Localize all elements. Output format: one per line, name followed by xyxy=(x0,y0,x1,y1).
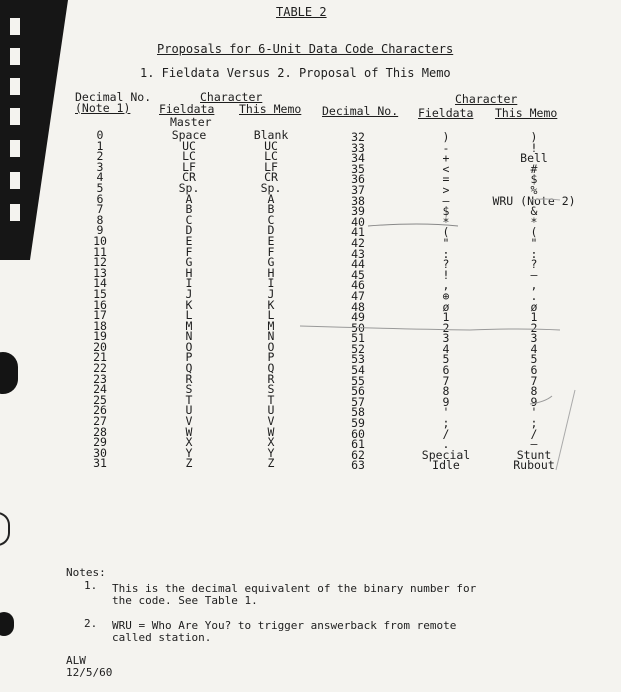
table-cell-this-memo: ; xyxy=(530,416,538,431)
table-cell-decimal: 11 xyxy=(93,244,107,259)
table-cell-this-memo: Y xyxy=(267,445,275,460)
table-cell-decimal: 4 xyxy=(96,170,104,185)
master-label: Master xyxy=(170,115,212,129)
table-cell-decimal: 16 xyxy=(93,297,107,312)
table-cell-decimal: 13 xyxy=(93,265,107,280)
table-cell-fieldata: Sp. xyxy=(178,180,200,195)
table-cell-decimal: 51 xyxy=(351,331,365,346)
table-cell-this-memo: C xyxy=(267,212,275,227)
table-cell-decimal: 21 xyxy=(93,350,107,365)
table-cell-this-memo: A xyxy=(267,191,275,206)
table-cell-fieldata: ( xyxy=(442,225,450,240)
table-cell-fieldata: I xyxy=(185,276,193,291)
table-cell-this-memo: / xyxy=(530,426,538,441)
table-title: TABLE 2 xyxy=(276,5,327,19)
table-cell-fieldata: 4 xyxy=(442,341,450,356)
table-cell-fieldata: ; xyxy=(442,416,450,431)
table-cell-this-memo: , xyxy=(530,278,538,293)
table-cell-this-memo: B xyxy=(267,202,275,217)
table-cell-fieldata: O xyxy=(185,339,193,354)
table-cell-this-memo: H xyxy=(267,265,275,280)
table-cell-this-memo: # xyxy=(530,161,538,176)
table-cell-decimal: 2 xyxy=(96,149,104,164)
table-cell-decimal: 43 xyxy=(351,246,365,261)
table-cell-decimal: 55 xyxy=(351,373,365,388)
table-cell-decimal: 25 xyxy=(93,392,107,407)
table-cell-fieldata: B xyxy=(185,202,193,217)
table-cell-fieldata: LF xyxy=(182,159,196,174)
table-cell-decimal: 1 xyxy=(96,138,104,153)
table-cell-this-memo: — xyxy=(530,437,538,452)
table-cell-this-memo: G xyxy=(267,255,275,270)
table-cell-fieldata: ) xyxy=(442,130,450,144)
table-cell-decimal: 28 xyxy=(93,424,107,439)
table-cell-fieldata: . xyxy=(442,437,450,452)
table-cell-this-memo: L xyxy=(267,308,275,323)
header-note1-left: (Note 1) xyxy=(75,101,131,115)
table-cell-decimal: 36 xyxy=(351,172,365,187)
header-fieldata-left: Fieldata xyxy=(159,102,215,116)
table-cell-decimal: 48 xyxy=(351,299,365,314)
table-cell-fieldata: / xyxy=(442,426,450,441)
table-cell-this-memo: M xyxy=(267,318,275,333)
table-cell-decimal: 45 xyxy=(351,267,365,282)
table-cell-this-memo: Blank xyxy=(253,128,289,142)
table-cell-fieldata: P xyxy=(185,350,193,365)
table-cell-fieldata: — xyxy=(442,193,450,208)
comparison-line: 1. Fieldata Versus 2. Proposal of This Memo xyxy=(140,66,451,80)
table-cell-this-memo: 3 xyxy=(530,331,538,346)
table-cell-this-memo: O xyxy=(267,339,275,354)
table-cell-this-memo: I xyxy=(267,276,275,291)
table-cell-this-memo: V xyxy=(267,414,275,429)
table-cell-decimal: 9 xyxy=(96,223,104,238)
header-fieldata-right: Fieldata xyxy=(418,106,474,120)
table-cell-fieldata: 8 xyxy=(442,384,450,399)
table-cell-fieldata: ? xyxy=(442,257,450,272)
table-cell-fieldata: < xyxy=(442,161,450,176)
table-cell-decimal: 30 xyxy=(93,445,107,460)
table-cell-fieldata: * xyxy=(442,214,450,229)
table-cell-decimal: 47 xyxy=(351,288,365,303)
table-cell-decimal: 60 xyxy=(351,426,365,441)
table-cell-decimal: 38 xyxy=(351,193,365,208)
table-cell-decimal: 19 xyxy=(93,329,107,344)
table-cell-decimal: 39 xyxy=(351,204,365,219)
header-character-right: Character xyxy=(455,92,518,106)
header-decimal-left: Decimal No. xyxy=(75,90,152,104)
table-cell-decimal: 22 xyxy=(93,361,107,376)
table-cell-this-memo: ) xyxy=(530,130,538,144)
table-cell-this-memo: : xyxy=(530,246,538,261)
table-cell-fieldata: Space xyxy=(171,128,207,142)
table-cell-decimal: 14 xyxy=(93,276,107,291)
table-cell-this-memo: D xyxy=(267,223,275,238)
table-cell-decimal: 27 xyxy=(93,414,107,429)
table-cell-decimal: 8 xyxy=(96,212,104,227)
notes-heading: Notes: xyxy=(66,566,106,579)
table-cell-this-memo: J xyxy=(267,286,275,301)
table-cell-this-memo: T xyxy=(267,392,275,407)
table-cell-this-memo: ø xyxy=(530,299,538,314)
table-cell-decimal: 42 xyxy=(351,235,365,250)
table-cell-this-memo: E xyxy=(267,233,275,248)
table-cell-fieldata: W xyxy=(185,424,193,439)
table-cell-decimal: 54 xyxy=(351,363,365,378)
table-cell-this-memo: S xyxy=(267,382,275,397)
table-cell-this-memo: 5 xyxy=(530,352,538,367)
table-cell-decimal: 18 xyxy=(93,318,107,333)
table-cell-this-memo: * xyxy=(530,214,538,229)
table-cell-decimal: 57 xyxy=(351,394,365,409)
table-cell-fieldata: Z xyxy=(185,456,193,471)
table-subtitle: Proposals for 6-Unit Data Code Characters xyxy=(157,42,454,56)
table-cell-fieldata: 2 xyxy=(442,320,450,335)
header-this-memo-right: This Memo xyxy=(495,106,558,120)
memo-date: 12/5/60 xyxy=(66,666,113,679)
table-cell-fieldata: = xyxy=(442,172,450,187)
table-cell-fieldata: 1 xyxy=(442,310,450,325)
header-this-memo-left: This Memo xyxy=(239,102,302,116)
table-cell-decimal: 12 xyxy=(93,255,107,270)
table-cell-this-memo: P xyxy=(267,350,275,365)
table-cell-decimal: 31 xyxy=(93,456,107,471)
table-cell-fieldata: ø xyxy=(442,299,450,314)
table-cell-decimal: 46 xyxy=(351,278,365,293)
table-cell-this-memo: ' xyxy=(530,405,538,420)
table-cell-fieldata: N xyxy=(185,329,193,344)
table-cell-fieldata: X xyxy=(185,435,193,450)
table-cell-fieldata: ' xyxy=(442,405,450,420)
table-cell-this-memo: ? xyxy=(530,257,538,272)
table-cell-decimal: 40 xyxy=(351,214,365,229)
note2-line1: WRU = Who Are You? to trigger answerback from remote xyxy=(112,619,457,632)
table-cell-decimal: 7 xyxy=(96,202,104,217)
table-cell-fieldata: Q xyxy=(185,361,193,376)
table-cell-decimal: 56 xyxy=(351,384,365,399)
table-cell-decimal: 62 xyxy=(351,447,365,462)
table-cell-fieldata: 3 xyxy=(442,331,450,346)
table-cell-decimal: 33 xyxy=(351,140,365,155)
table-cell-this-memo: Z xyxy=(267,456,275,471)
table-cell-this-memo: " xyxy=(530,235,538,250)
table-cell-fieldata: 5 xyxy=(442,352,450,367)
table-cell-fieldata: Y xyxy=(185,445,193,460)
table-cell-fieldata: ⊕ xyxy=(442,288,450,303)
table-cell-this-memo: 2 xyxy=(530,320,538,335)
table-cell-this-memo: LF xyxy=(264,159,278,174)
table-cell-this-memo: 1 xyxy=(530,310,538,325)
table-cell-this-memo: 4 xyxy=(530,341,538,356)
table-cell-fieldata: S xyxy=(185,382,193,397)
table-cell-decimal: 24 xyxy=(93,382,107,397)
table-cell-fieldata: > xyxy=(442,182,450,197)
table-cell-fieldata: 6 xyxy=(442,363,450,378)
table-cell-this-memo: N xyxy=(267,329,275,344)
table-cell-fieldata: + xyxy=(442,151,450,166)
table-cell-decimal: 5 xyxy=(96,180,104,195)
table-cell-decimal: 34 xyxy=(351,151,365,166)
table-cell-fieldata: CR xyxy=(182,170,196,185)
table-cell-this-memo: Q xyxy=(267,361,275,376)
table-cell-decimal: 26 xyxy=(93,403,107,418)
table-cell-fieldata: ! xyxy=(442,267,450,282)
table-cell-decimal: 50 xyxy=(351,320,365,335)
table-cell-decimal: 29 xyxy=(93,435,107,450)
table-cell-fieldata: M xyxy=(185,318,193,333)
table-cell-this-memo: Sp. xyxy=(260,180,282,195)
table-cell-this-memo: UC xyxy=(264,138,278,153)
note1-line1: This is the decimal equivalent of the binary number for xyxy=(112,582,477,595)
table-cell-this-memo: % xyxy=(530,182,538,197)
table-cell-fieldata: T xyxy=(185,392,193,407)
table-cell-this-memo: $ xyxy=(530,172,538,187)
table-cell-decimal: 44 xyxy=(351,257,365,272)
table-cell-this-memo: . xyxy=(530,288,538,303)
note1-line2: the code. See Table 1. xyxy=(112,594,258,607)
note2-number: 2. xyxy=(84,617,98,630)
table-cell-decimal: 3 xyxy=(96,159,104,174)
table-cell-fieldata: $ xyxy=(442,204,450,219)
table-cell-this-memo: & xyxy=(530,204,538,219)
table-cell-this-memo: 7 xyxy=(530,373,538,388)
table-cell-this-memo: Bell xyxy=(520,151,548,166)
table-cell-decimal: 53 xyxy=(351,352,365,367)
header-character-left: Character xyxy=(200,90,263,104)
table-cell-fieldata: Special xyxy=(421,447,471,462)
table-cell-this-memo: 6 xyxy=(530,363,538,378)
table-cell-decimal: 0 xyxy=(96,128,104,142)
table-cell-fieldata: E xyxy=(185,233,193,248)
table-cell-fieldata: K xyxy=(185,297,193,312)
table-cell-fieldata: V xyxy=(185,414,193,429)
table-cell-this-memo: Rubout xyxy=(513,458,555,473)
table-cell-fieldata: D xyxy=(185,223,193,238)
table-cell-decimal: 23 xyxy=(93,371,107,386)
note1-number: 1. xyxy=(84,579,98,592)
table-cell-fieldata: A xyxy=(185,191,193,206)
table-cell-decimal: 32 xyxy=(351,130,365,144)
table-cell-fieldata: " xyxy=(442,235,450,250)
table-cell-decimal: 6 xyxy=(96,191,104,206)
table-cell-decimal: 52 xyxy=(351,341,365,356)
table-cell-this-memo: R xyxy=(267,371,275,386)
table-cell-decimal: 63 xyxy=(351,458,365,473)
table-cell-fieldata: L xyxy=(185,308,193,323)
table-cell-this-memo: Stunt xyxy=(516,447,552,462)
table-cell-fieldata: LC xyxy=(182,149,196,164)
table-cell-fieldata: , xyxy=(442,278,450,293)
table-cell-this-memo: ! xyxy=(530,140,538,155)
table-cell-this-memo: W xyxy=(267,424,275,439)
table-cell-fieldata: Idle xyxy=(432,458,460,473)
table-cell-fieldata: 9 xyxy=(442,394,450,409)
table-cell-this-memo: WRU (Note 2) xyxy=(492,193,576,208)
table-cell-fieldata: J xyxy=(185,286,193,301)
note2-line2: called station. xyxy=(112,631,212,644)
table-cell-this-memo: X xyxy=(267,435,275,450)
table-cell-decimal: 58 xyxy=(351,405,365,420)
header-decimal-right: Decimal No. xyxy=(322,104,399,118)
table-cell-fieldata: R xyxy=(185,371,193,386)
table-cell-decimal: 41 xyxy=(351,225,365,240)
author-initials: ALW xyxy=(66,654,86,667)
table-cell-this-memo: 8 xyxy=(530,384,538,399)
table-cell-decimal: 59 xyxy=(351,416,365,431)
table-cell-fieldata: H xyxy=(185,265,193,280)
table-cell-decimal: 15 xyxy=(93,286,107,301)
table-cell-this-memo: F xyxy=(267,244,275,259)
table-cell-fieldata: G xyxy=(185,255,193,270)
table-cell-this-memo: U xyxy=(267,403,275,418)
table-cell-decimal: 10 xyxy=(93,233,107,248)
table-cell-decimal: 17 xyxy=(93,308,107,323)
table-cell-decimal: 37 xyxy=(351,182,365,197)
table-cell-this-memo: K xyxy=(267,297,275,312)
table-cell-fieldata: C xyxy=(185,212,193,227)
table-cell-this-memo: CR xyxy=(264,170,278,185)
table-cell-decimal: 35 xyxy=(351,161,365,176)
table-cell-decimal: 49 xyxy=(351,310,365,325)
table-cell-fieldata: UC xyxy=(182,138,196,153)
table-cell-this-memo: 9 xyxy=(530,394,538,409)
table-cell-fieldata: - xyxy=(442,140,450,155)
table-cell-fieldata: F xyxy=(185,244,193,259)
table-cell-fieldata: U xyxy=(185,403,193,418)
table-cell-decimal: 20 xyxy=(93,339,107,354)
table-cell-decimal: 61 xyxy=(351,437,365,452)
table-cell-fieldata: : xyxy=(442,246,450,261)
table-cell-this-memo: LC xyxy=(264,149,278,164)
table-cell-fieldata: 7 xyxy=(442,373,450,388)
table-cell-this-memo: ( xyxy=(530,225,538,240)
table-cell-this-memo: — xyxy=(530,267,538,282)
